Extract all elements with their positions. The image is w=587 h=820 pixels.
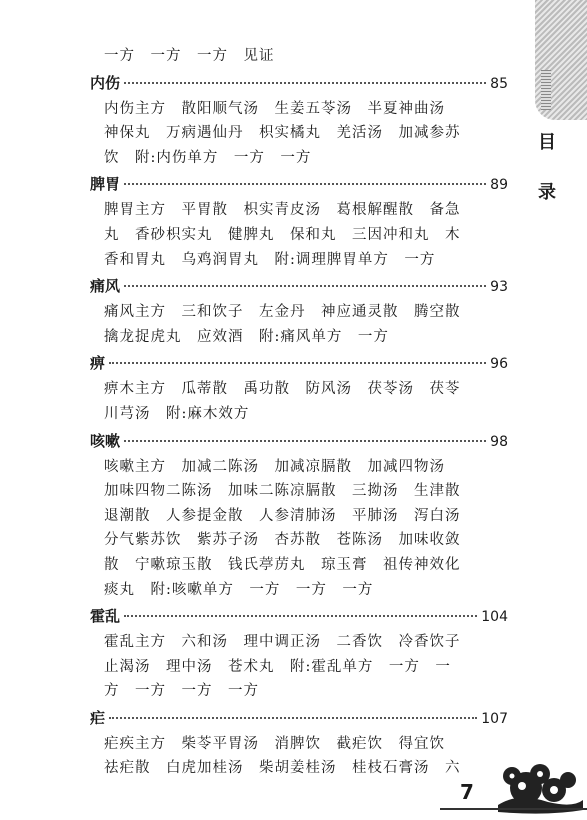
leader-dots (124, 440, 486, 442)
toc-heading-title: 内伤 (90, 73, 121, 92)
toc-heading-page: 107 (481, 710, 508, 727)
toc-heading-page: 89 (490, 177, 508, 194)
toc-heading-page: 85 (490, 75, 508, 92)
toc-entry-line: 脾胃主方 平胃散 枳实青皮汤 葛根解醒散 备急 (104, 202, 461, 219)
toc-entry-line: 丸 香砂枳实丸 健脾丸 保和丸 三因冲和丸 木 (104, 226, 461, 243)
toc-entry-line: 痛风主方 三和饮子 左金丹 神应通灵散 腾空散 (104, 304, 461, 321)
side-tab-decoration (535, 0, 587, 120)
toc-entry-line: 内伤主方 散阳顺气汤 生姜五苓汤 半夏神曲汤 (104, 100, 445, 117)
toc-entry-line: 方 一方 一方 一方 (104, 683, 259, 700)
toc-entry-line: 疟疾主方 柴苓平胃汤 消脾饮 截疟饮 得宜饮 (104, 735, 445, 752)
toc-entry-line: 痹木主方 瓜蒂散 禹功散 防风汤 茯苓汤 茯苓 (104, 381, 461, 398)
tab-label-mu: 目 (538, 132, 556, 153)
toc-heading[interactable] (90, 272, 508, 300)
leader-dots (124, 183, 486, 185)
toc-heading-page: 98 (490, 433, 508, 450)
leader-dots (124, 82, 486, 84)
toc-entry-line: 退潮散 人参提金散 人参清肺汤 平肺汤 泻白汤 (104, 507, 461, 524)
toc-sections (90, 69, 508, 781)
toc-content (90, 44, 508, 781)
leader-dots (109, 717, 477, 719)
toc-entry-line: 神保丸 万病遇仙丹 枳实橘丸 羌活汤 加减参苏 (104, 125, 461, 142)
toc-heading-title: 痹 (90, 354, 106, 373)
toc-heading-title: 痛风 (90, 277, 121, 296)
page-number: 7 (460, 780, 474, 804)
toc-heading-page: 96 (490, 356, 508, 373)
toc-heading[interactable] (90, 69, 508, 97)
bottom-rule (440, 808, 587, 810)
toc-entry-line: 加味四物二陈汤 加味二陈凉膈散 三拗汤 生津散 (104, 483, 461, 500)
toc-entry-line: 霍乱主方 六和汤 理中调正汤 二香饮 冷香饮子 (104, 634, 461, 651)
toc-heading[interactable] (90, 349, 508, 377)
toc-heading[interactable] (90, 427, 508, 455)
toc-entry-line: 擒龙捉虎丸 应效酒 附:痛风单方 一方 (104, 328, 389, 345)
toc-entry-line: 饮 附:内伤单方 一方 一方 (104, 149, 312, 166)
toc-entry-line: 散 宁嗽琼玉散 钱氏葶苈丸 琼玉膏 祖传神效化 (104, 556, 461, 573)
intro-line: 一方 一方 一方 见证 (104, 48, 275, 64)
toc-heading-page: 104 (481, 609, 508, 626)
toc-heading[interactable] (90, 170, 508, 198)
toc-heading-page: 93 (490, 279, 508, 296)
tab-label-lu: 录 (538, 182, 556, 203)
toc-entry-line: 分气紫苏饮 紫苏子汤 杏苏散 苍陈汤 加味收敛 (104, 532, 461, 549)
toc-heading-title: 咳嗽 (90, 431, 121, 450)
toc-heading-title: 疟 (90, 708, 106, 727)
toc-entry-line: 川芎汤 附:麻木效方 (104, 405, 250, 422)
toc-entry-line: 香和胃丸 乌鸡润胃丸 附:调理脾胃单方 一方 (104, 251, 436, 268)
toc-heading[interactable] (90, 602, 508, 630)
toc-entry-line: 祛疟散 白虎加桂汤 柴胡姜桂汤 桂枝石膏汤 六 (104, 760, 461, 777)
toc-heading-title: 脾胃 (90, 175, 121, 194)
leader-dots (124, 615, 477, 617)
toc-heading[interactable] (90, 704, 508, 732)
toc-heading-title: 霍乱 (90, 607, 121, 626)
toc-entry-line: 咳嗽主方 加减二陈汤 加减凉膈散 加减四物汤 (104, 458, 445, 475)
leader-dots (109, 362, 486, 364)
toc-entry-line: 痰丸 附:咳嗽单方 一方 一方 一方 (104, 581, 374, 598)
toc-entry-line: 止渴汤 理中汤 苍术丸 附:霍乱单方 一方 一 (104, 658, 451, 675)
leader-dots (124, 285, 486, 287)
